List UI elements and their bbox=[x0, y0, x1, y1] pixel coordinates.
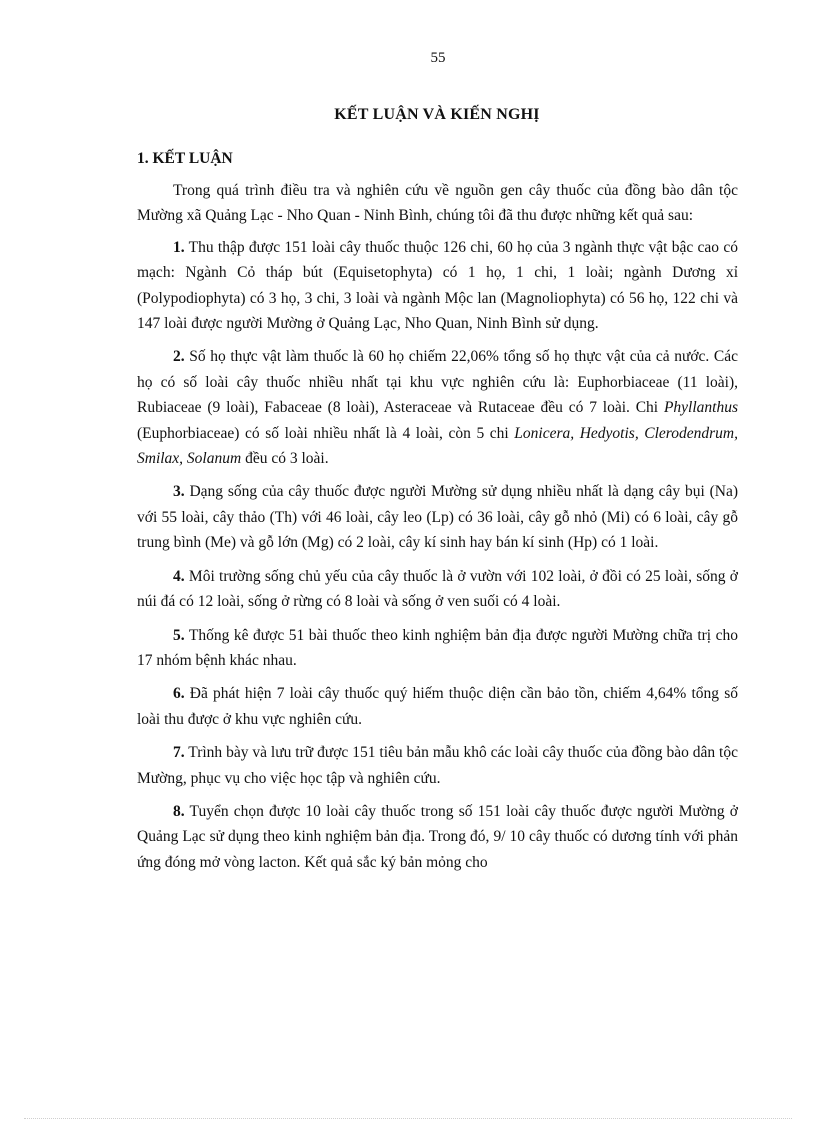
intro-paragraph: Trong quá trình điều tra và nghiên cứu về nguồn gen cây thuốc của đồng bào dân tộc Mường xã Quảng Lạc - Nho Quan - Ninh Bình, chúng tôi đã thu được những kết quả sau: bbox=[137, 182, 738, 225]
item-number: 2. bbox=[173, 348, 185, 366]
item-text: Môi trường sống chủ yếu của cây thuốc là ở vườn với 102 loài, ở đồi có 25 loài, sống ở núi đá có 12 loài, sống ở rừng có 8 loài và sống ở ven suối có 4 loài. bbox=[137, 567, 739, 611]
item-number: 1. bbox=[173, 238, 185, 256]
item-text: Thống kê được 51 bài thuốc theo kinh nghiệm bản địa được người Mường chữa trị cho 17 nhóm bệnh khác nhau. bbox=[137, 626, 738, 669]
conclusion-item-7 bbox=[137, 740, 738, 791]
item-number: 8. bbox=[173, 802, 185, 820]
item-number: 6. bbox=[173, 685, 185, 703]
item-number: 3. bbox=[173, 483, 185, 501]
page-bottom-divider bbox=[24, 1118, 792, 1119]
document-body bbox=[137, 178, 738, 883]
conclusion-item-1 bbox=[137, 235, 738, 337]
item-text: (Euphorbiaceae) có số loài nhiều nhất là 4 loài, còn 5 chi bbox=[137, 424, 515, 442]
conclusion-item-6 bbox=[137, 681, 738, 732]
section-heading: 1. KẾT LUẬN bbox=[137, 150, 233, 167]
conclusion-item-8 bbox=[137, 799, 738, 875]
item-number: 4. bbox=[173, 567, 185, 585]
item-text: Thu thập được 151 loài cây thuốc thuộc 126 chi, 60 họ của 3 ngành thực vật bậc cao có mạch: Ngành Cỏ tháp bút (Equisetophyta) có 1 họ, 1 chi, 1 loài; ngành Dương xỉ (Polypodiophyta) có 3 họ, 3 chi, 3 loài và ngành Mộc lan (Magnoliophyta) có 56 họ, 122 chi và 147 loài được người Mường ở Quảng Lạc, Nho Quan, Ninh Bình sử dụng. bbox=[137, 238, 738, 333]
item-number: 7. bbox=[173, 744, 185, 762]
item-number: 5. bbox=[173, 626, 185, 644]
item-text: Tuyển chọn được 10 loài cây thuốc trong số 151 loài cây thuốc được người Mường ở Quảng Lạc sử dụng theo kinh nghiệm bản địa. Trong đó, 9/ 10 cây thuốc có dương tính với phản ứng đóng mở vòng lacton. Kết quả sắc ký bản mỏng cho bbox=[137, 802, 738, 871]
page-number: 55 bbox=[430, 50, 446, 66]
conclusion-item-3 bbox=[137, 479, 738, 555]
genus-name: Phyllanthus bbox=[663, 399, 738, 417]
item-text: đều có 3 loài. bbox=[241, 450, 329, 468]
conclusion-item-5 bbox=[137, 623, 738, 674]
conclusion-item-2 bbox=[137, 344, 738, 471]
conclusion-item-4 bbox=[137, 564, 738, 615]
page-title: KẾT LUẬN VÀ KIẾN NGHỊ bbox=[334, 106, 540, 123]
genera-names: Lonicera, Hedyotis, Clerodendrum, Smilax, Solanum bbox=[137, 424, 738, 468]
item-text: Dạng sống của cây thuốc được người Mường sử dụng nhiều nhất là dạng cây bụi (Na) với 55 loài, cây thảo (Th) với 46 loài, cây leo (Lp) có 36 loài, cây gỗ nhỏ (Mi) có 6 loài, cây gỗ trung bình (Me) và gỗ lớn (Mg) có 2 loài, cây kí sinh hay bán kí sinh (Hp) có 1 loài. bbox=[137, 483, 739, 552]
item-text: Đã phát hiện 7 loài cây thuốc quý hiếm thuộc diện cần bảo tồn, chiếm 4,64% tổng số loài thu được ở khu vực nghiên cứu. bbox=[137, 685, 738, 728]
item-text: Trình bày và lưu trữ được 151 tiêu bản mẫu khô các loài cây thuốc của đồng bào dân tộc Mường, phục vụ cho việc học tập và nghiên cứu. bbox=[137, 744, 738, 787]
item-text: Số họ thực vật làm thuốc là 60 họ chiếm 22,06% tổng số họ thực vật của cả nước. Các họ có số loài cây thuốc nhiều nhất tại khu vực nghiên cứu là: Euphorbiaceae (11 loài), Rubiaceae (9 loài), Fabaceae (8 loài), Asteraceae và Rutaceae đều có 7 loài. Chi bbox=[137, 348, 738, 417]
